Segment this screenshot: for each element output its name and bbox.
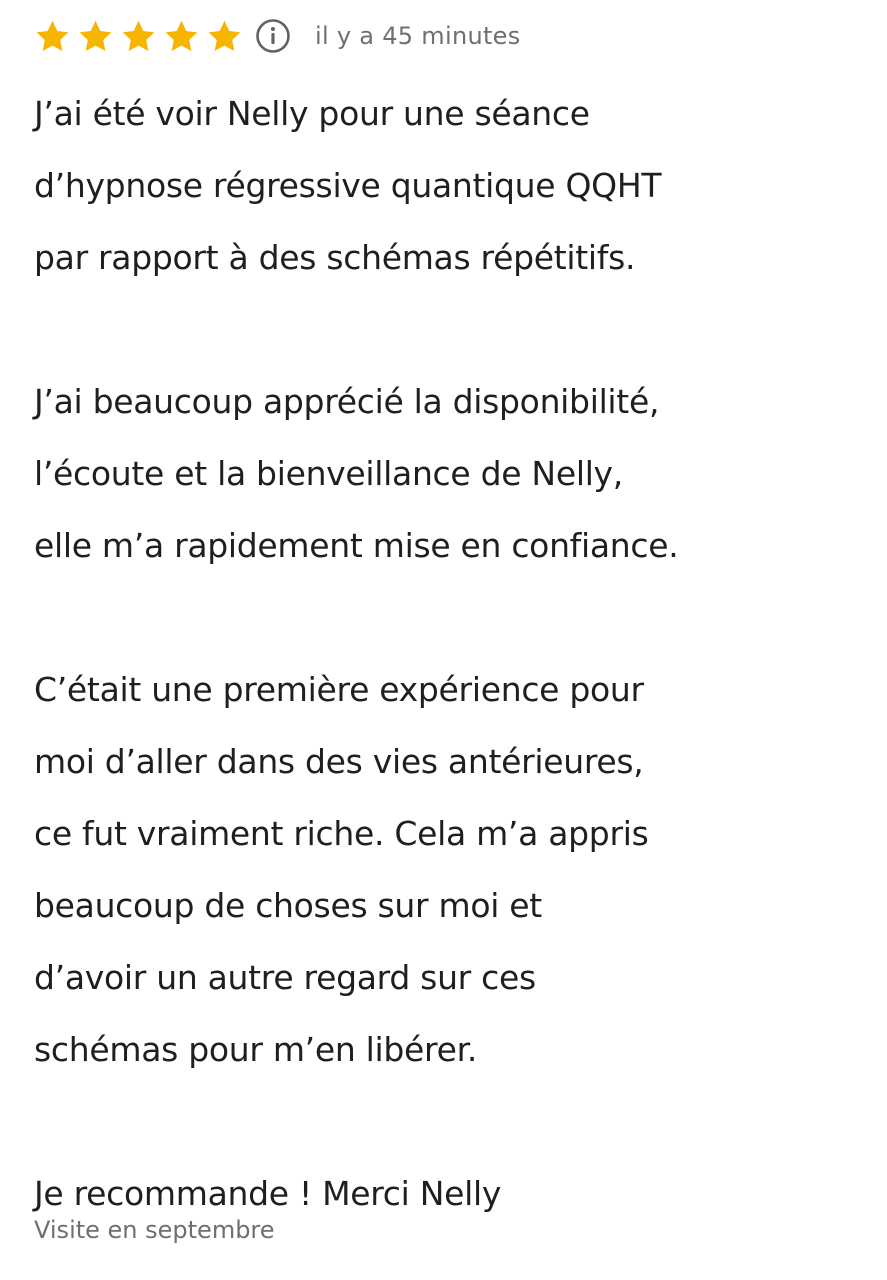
review-paragraph bbox=[34, 366, 874, 582]
review-line: d’hypnose régressive quantique QQHT bbox=[34, 166, 662, 205]
star-icon bbox=[120, 18, 157, 55]
review-line: beaucoup de choses sur moi et bbox=[34, 886, 542, 925]
info-icon[interactable] bbox=[255, 18, 291, 54]
review-paragraph bbox=[34, 654, 874, 1086]
review-text bbox=[34, 78, 874, 1230]
review-line: par rapport à des schémas répétitifs. bbox=[34, 238, 636, 277]
review-paragraph bbox=[34, 78, 874, 294]
star-icon bbox=[77, 18, 114, 55]
review-line: J’ai été voir Nelly pour une séance bbox=[34, 94, 590, 133]
review-line: ce fut vraiment riche. Cela m’a appris bbox=[34, 814, 649, 853]
review-line: C’était une première expérience pour bbox=[34, 670, 644, 709]
star-icon bbox=[163, 18, 200, 55]
star-icon bbox=[34, 18, 71, 55]
review-line: J’ai beaucoup apprécié la disponibilité, bbox=[34, 382, 660, 421]
review-line: schémas pour m’en libérer. bbox=[34, 1030, 478, 1069]
review-line: d’avoir un autre regard sur ces bbox=[34, 958, 536, 997]
review-line: Je recommande ! Merci Nelly bbox=[34, 1174, 502, 1213]
star-rating bbox=[34, 18, 249, 55]
review-time-ago: il y a 45 minutes bbox=[315, 22, 521, 50]
review-line: moi d’aller dans des vies antérieures, bbox=[34, 742, 644, 781]
star-icon bbox=[206, 18, 243, 55]
visit-date-label: Visite en septembre bbox=[34, 1216, 275, 1244]
review-meta-row bbox=[34, 14, 521, 58]
review-line: elle m’a rapidement mise en confiance. bbox=[34, 526, 679, 565]
review-line: l’écoute et la bienveillance de Nelly, bbox=[34, 454, 623, 493]
